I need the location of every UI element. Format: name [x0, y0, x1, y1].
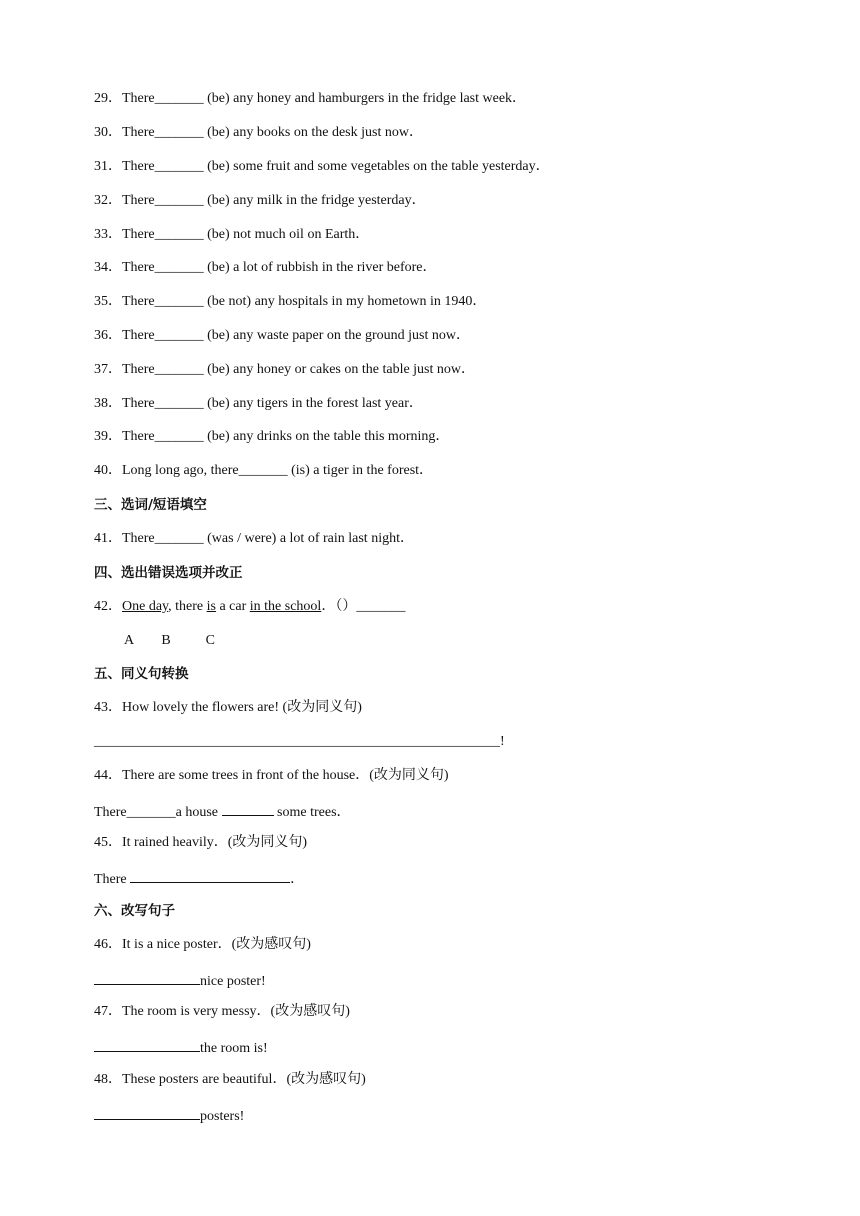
question-32: 32．There_______ (be) any milk in the fridge yesterday． [94, 193, 426, 208]
question-47-answer [94, 1037, 268, 1058]
question-45-answer-start: There [94, 872, 131, 887]
answer-blank[interactable] [94, 1037, 200, 1052]
question-33: 33．There_______ (be) not much oil on Earth． [94, 227, 370, 242]
question-47-answer-end: the room is! [200, 1041, 268, 1056]
question-46: 46．It is a nice poster．(改为感叹句) [94, 937, 311, 952]
question-42-number: 42． [94, 599, 122, 614]
question-47: 47．The room is very messy．(改为感叹句) [94, 1004, 350, 1019]
question-29: 29．There_______ (be) any honey and hamburgers in the fridge last week． [94, 91, 527, 106]
question-41: 41．There_______ (was / were) a lot of rain last night． [94, 531, 414, 546]
section-3-heading: 三、选词/短语填空 [94, 497, 207, 513]
question-44-answer-end: some trees． [273, 805, 351, 820]
question-44-answer-start: There_______a house [94, 805, 222, 820]
question-34: 34．There_______ (be) a lot of rubbish in the river before． [94, 260, 437, 275]
question-43: 43．How lovely the flowers are! (改为同义句) [94, 700, 362, 715]
question-31: 31．There_______ (be) some fruit and some vegetables on the table yesterday． [94, 159, 550, 174]
question-46-answer [94, 970, 266, 991]
question-38: 38．There_______ (be) any tigers in the forest last year． [94, 396, 423, 411]
question-42 [94, 598, 405, 616]
answer-blank[interactable] [222, 801, 274, 816]
option-b-phrase: is [206, 599, 216, 614]
question-45-answer [94, 868, 304, 889]
question-48-answer [94, 1105, 244, 1126]
option-a-phrase: One day [122, 599, 169, 614]
question-48: 48．These posters are beautiful．(改为感叹句) [94, 1072, 366, 1087]
question-44: 44．There are some trees in front of the house．(改为同义句) [94, 768, 449, 783]
section-5-heading: 五、同义句转换 [94, 666, 189, 682]
question-42-text-3: ．（）_______ [321, 599, 406, 614]
question-39: 39．There_______ (be) any drinks on the table this morning． [94, 429, 450, 444]
question-48-answer-end: posters! [200, 1109, 245, 1124]
question-42-text-1: , there [168, 599, 207, 614]
answer-blank[interactable] [94, 970, 200, 985]
answer-blank[interactable] [94, 1105, 200, 1120]
section-6-heading: 六、改写句子 [94, 903, 175, 919]
section-4-heading: 四、选出错误选项并改正 [94, 565, 243, 581]
question-43-answer-line: __________________________________________________________! [94, 734, 505, 749]
question-36: 36．There_______ (be) any waste paper on the ground just now． [94, 328, 470, 343]
option-letters: A B C [124, 633, 216, 648]
question-45: 45．It rained heavily．(改为同义句) [94, 835, 308, 850]
question-46-answer-end: nice poster! [200, 974, 266, 989]
option-c-phrase: in the school [249, 599, 322, 614]
question-45-answer-end: ． [290, 872, 305, 887]
question-30: 30．There_______ (be) any books on the desk just now． [94, 125, 423, 140]
question-37: 37．There_______ (be) any honey or cakes on the table just now． [94, 362, 476, 377]
question-44-answer [94, 801, 351, 822]
question-35: 35．There_______ (be not) any hospitals in my hometown in 1940． [94, 294, 487, 309]
answer-blank[interactable] [130, 868, 290, 883]
question-40: 40．Long long ago, there_______ (is) a tiger in the forest． [94, 463, 434, 478]
question-42-text-2: a car [215, 599, 250, 614]
